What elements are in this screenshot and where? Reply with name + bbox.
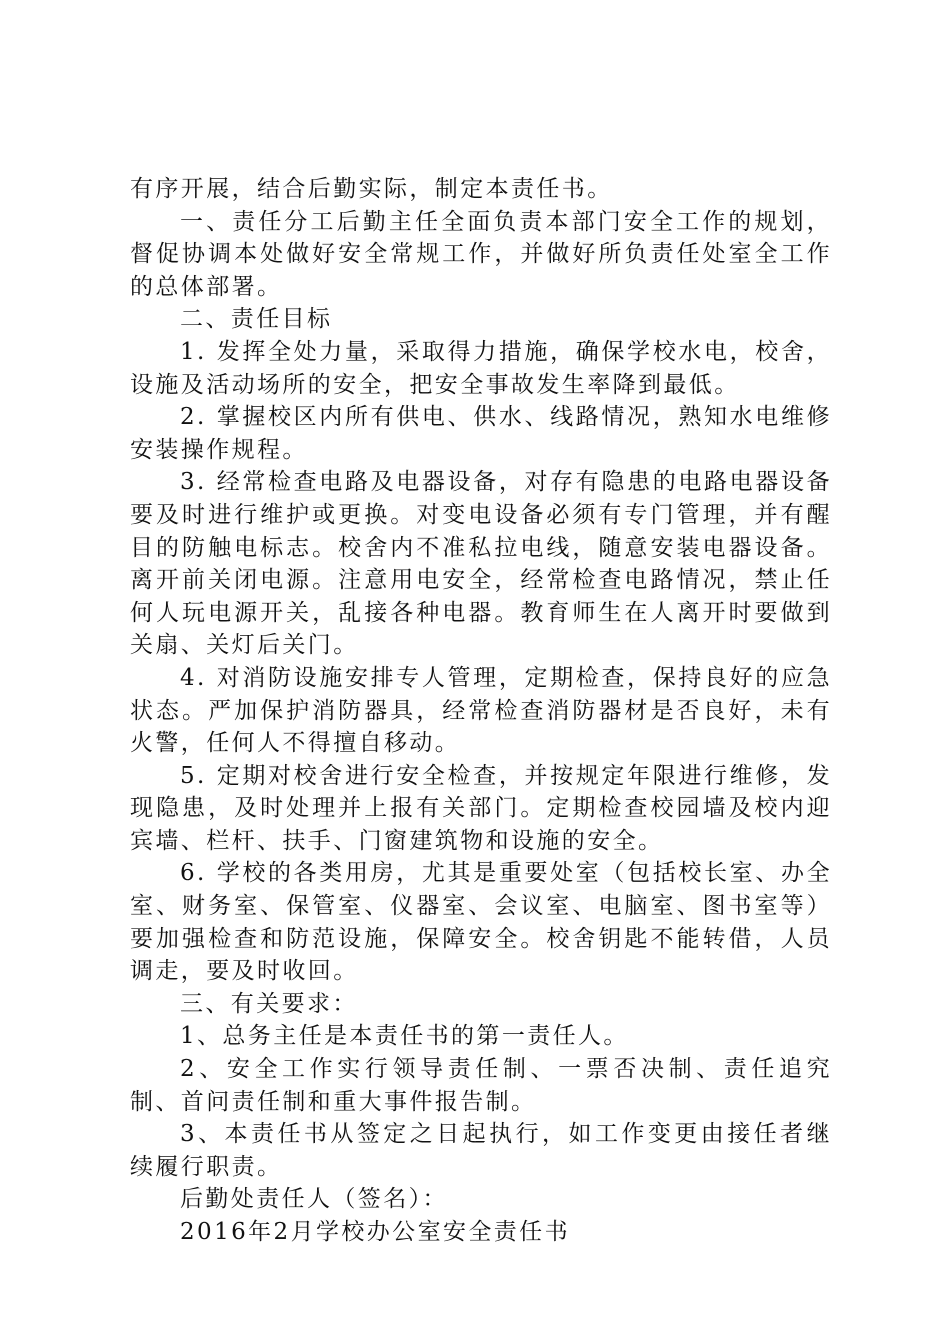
paragraph-goal-6: 6. 学校的各类用房，尤其是重要处室（包括校长室、办全室、财务室、保管室、仪器室、会议室、电脑室、图书室等）要加强检查和防范设施，保障安全。校舍钥匙不能转借，人员调走，要及时收回。 bbox=[130, 860, 832, 985]
paragraph-goal-3: 3. 经常检查电路及电器设备，对存有隐患的电路电器设备要及时进行维护或更换。对变电设备必须有专门管理，并有醒目的防触电标志。校舍内不准私拉电线，随意安装电器设备。离开前关闭电源。注意用电安全，经常检查电路情况，禁止任何人玩电源开关，乱接各种电器。教育师生在人离开时要做到关扇、关灯后关门。 bbox=[130, 469, 832, 659]
paragraph-goal-1: 1. 发挥全处力量，采取得力措施，确保学校水电，校舍，设施及活动场所的安全，把安全事故发生率降到最低。 bbox=[130, 338, 832, 398]
paragraph-requirement-1: 1、总务主任是本责任书的第一责任人。 bbox=[180, 1023, 629, 1050]
paragraph-requirement-3: 3、本责任书从签定之日起执行，如工作变更由接任者继续履行职责。 bbox=[130, 1121, 832, 1180]
date-title-line: 2016年2月学校办公室安全责任书 bbox=[180, 1219, 570, 1245]
signature-line: 后勤处责任人（签名）： bbox=[180, 1186, 448, 1213]
paragraph-goal-4: 4. 对消防设施安排专人管理，定期检查，保持良好的应急状态。严加保护消防器具，经常检查消防器材是否良好，未有火警，任何人不得擅自移动。 bbox=[130, 664, 832, 757]
paragraph-intro-continuation: 有序开展，结合后勤实际，制定本责任书。 bbox=[130, 176, 613, 202]
paragraph-goal-5: 5. 定期对校舍进行安全检查，并按规定年限进行维修，发现隐患，及时处理并上报有关部门。定期检查校园墙及校内迎宾墙、栏杆、扶手、门窗建筑物和设施的安全。 bbox=[130, 762, 832, 854]
heading-responsibility-goals: 二、责任目标 bbox=[180, 306, 333, 333]
paragraph-requirement-2: 2、安全工作实行领导责任制、一票否决制、责任追究制、首问责任制和重大事件报告制。 bbox=[130, 1056, 832, 1115]
paragraph-goal-2: 2. 掌握校区内所有供电、供水、线路情况，熟知水电维修安装操作规程。 bbox=[130, 404, 832, 463]
document-body bbox=[130, 173, 832, 1249]
heading-requirements: 三、有关要求： bbox=[180, 990, 358, 1017]
paragraph-responsibility-division: 一、责任分工后勤主任全面负责本部门安全工作的规划，督促协调本处做好安全常规工作，并做好所负责任处室全工作的总体部署。 bbox=[130, 208, 832, 300]
